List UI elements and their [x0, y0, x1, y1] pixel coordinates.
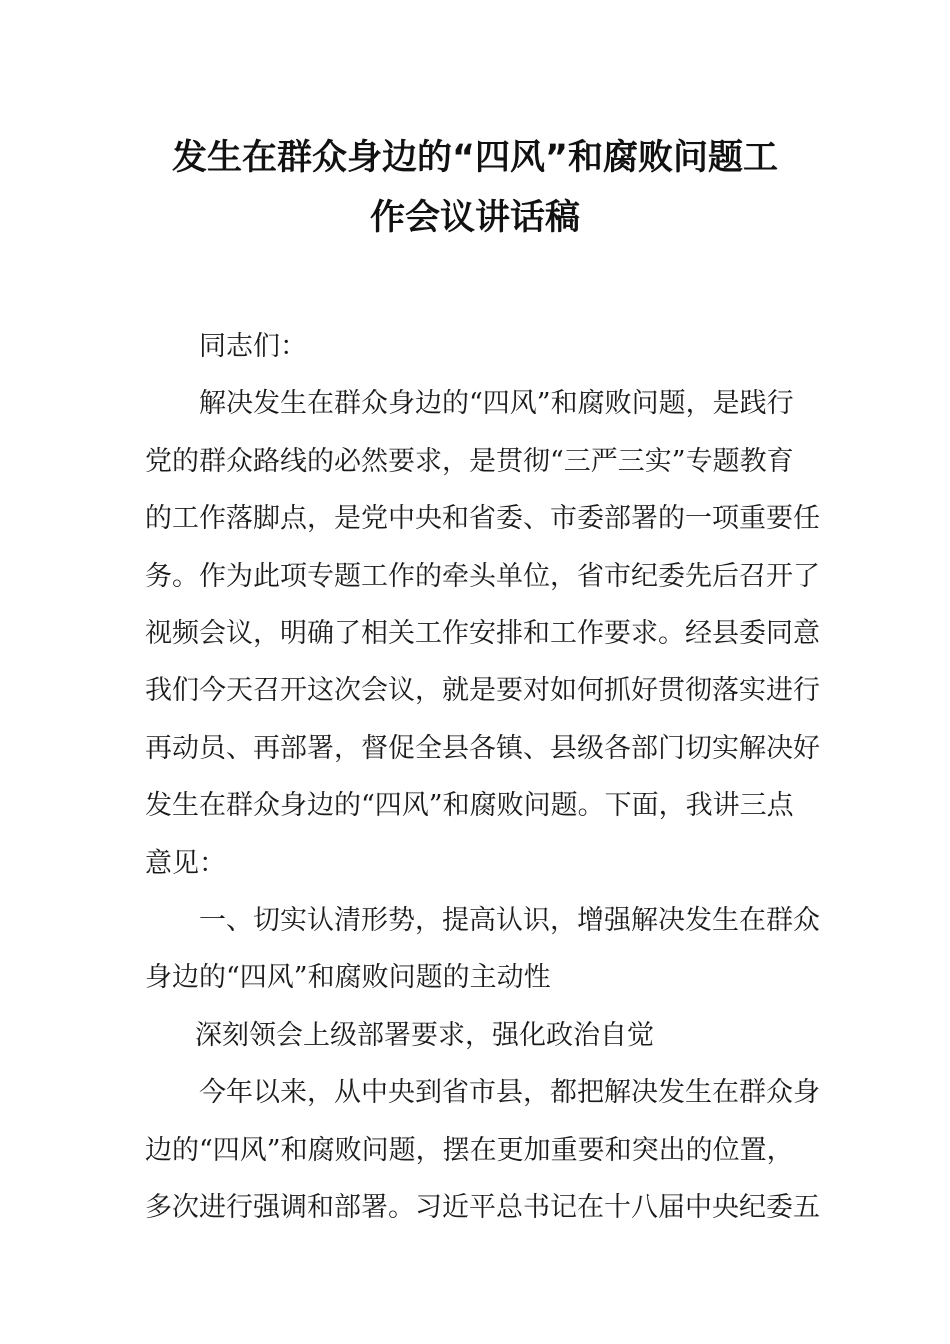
text-line: 一、切实认清形势，提高认识，增强解决发生在群众	[199, 905, 820, 937]
text-line: 今年以来，从中央到省市县，都把解决发生在群众身	[199, 1077, 820, 1109]
text-line: 党的群众路线的必然要求，是贯彻“三严三实”专题教育	[145, 445, 794, 477]
text-line: 的工作落脚点，是党中央和省委、市委部署的一项重要任	[145, 503, 820, 535]
text-line: 边的“四风”和腐败问题，摆在更加重要和突出的位置，	[145, 1134, 794, 1166]
text-line: 身边的“四风”和腐败问题的主动性	[145, 962, 551, 994]
text-line: 务。作为此项专题工作的牵头单位，省市纪委先后召开了	[145, 560, 820, 592]
document-title	[130, 128, 820, 248]
text-line: 意见：	[145, 847, 226, 879]
document-body	[145, 318, 820, 1237]
title-line: 作会议讲话稿	[369, 198, 580, 238]
intro-paragraph	[145, 375, 820, 892]
salutation-paragraph	[145, 318, 810, 375]
text-line: 解决发生在群众身边的“四风”和腐败问题，是践行	[199, 388, 794, 420]
subsection-heading	[145, 1007, 810, 1064]
title-line: 发生在群众身边的“四风”和腐败问题工	[171, 138, 778, 178]
text-line: 同志们：	[199, 331, 307, 362]
text-line: 深刻领会上级部署要求，强化政治自觉	[195, 1019, 654, 1051]
text-line: 视频会议，明确了相关工作安排和工作要求。经县委同意	[145, 618, 820, 650]
text-line: 多次进行强调和部署。习近平总书记在十八届中央纪委五	[145, 1192, 820, 1224]
section-heading	[145, 892, 820, 1007]
body-paragraph	[145, 1064, 820, 1236]
text-line: 我们今天召开这次会议，就是要对如何抓好贯彻落实进行	[145, 675, 820, 707]
text-line: 再动员、再部署，督促全县各镇、县级各部门切实解决好	[145, 732, 820, 764]
text-line: 发生在群众身边的“四风”和腐败问题。下面，我讲三点	[145, 790, 794, 822]
